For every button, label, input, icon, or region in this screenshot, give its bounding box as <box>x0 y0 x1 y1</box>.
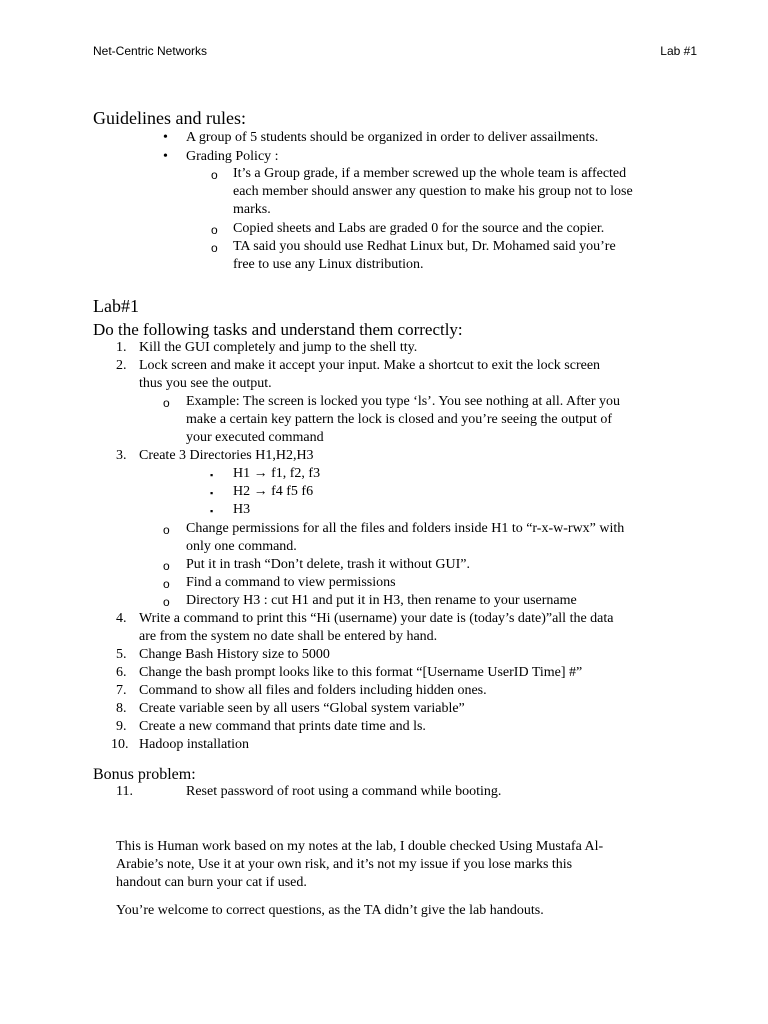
subtask-text: Change permissions for all the files and folders inside H1 to “r-x-w-rwx” with <box>186 521 625 536</box>
task-text: Command to show all files and folders including hidden ones. <box>139 683 487 698</box>
task-number: 6. <box>116 665 127 680</box>
lab-subtitle: Do the following tasks and understand them correctly: <box>93 320 463 339</box>
subtask-text: Put it in trash “Don’t delete, trash it without GUI”. <box>186 557 470 572</box>
grading-item: Copied sheets and Labs are graded 0 for the source and the copier. <box>233 221 605 236</box>
task-number: 4. <box>116 611 127 626</box>
task-text: Change the bash prompt looks like to this format “[Username UserID Time] #” <box>139 665 583 680</box>
grading-item: TA said you should use Redhat Linux but, Dr. Mohamed said you’re <box>233 239 616 254</box>
grading-item: marks. <box>233 202 271 217</box>
task-text: thus you see the output. <box>139 376 272 391</box>
task-text: Kill the GUI completely and jump to the shell tty. <box>139 340 418 355</box>
directory-item: H3 <box>233 502 251 517</box>
grading-item: free to use any Linux distribution. <box>233 257 424 272</box>
task-number: 8. <box>116 701 127 716</box>
square-marker: ▪ <box>210 506 214 516</box>
circle-marker: o <box>163 595 170 609</box>
note-text: handout can burn your cat if used. <box>116 875 307 890</box>
task-text: Create variable seen by all users “Global system variable” <box>139 701 465 716</box>
grading-item: It’s a Group grade, if a member screwed up the whole team is affected <box>233 166 627 181</box>
task-text: Lock screen and make it accept your input. Make a shortcut to exit the lock screen <box>139 358 601 373</box>
guidelines-heading: Guidelines and rules: <box>93 108 246 128</box>
task-number: 10. <box>111 737 129 752</box>
example-text: make a certain key pattern the lock is closed and you’re seeing the output of <box>186 412 613 427</box>
bonus-heading: Bonus problem: <box>93 766 196 783</box>
task-number: 2. <box>116 358 127 373</box>
note-text: You’re welcome to correct questions, as the TA didn’t give the lab handouts. <box>116 903 544 918</box>
note-text: Arabie’s note, Use it at your own risk, and it’s not my issue if you lose marks this <box>116 857 573 872</box>
lab-heading: Lab#1 <box>93 296 139 316</box>
subtask-text: only one command. <box>186 539 297 554</box>
directory-item: H1 → f1, f2, f3 <box>233 466 321 481</box>
task-text: Write a command to print this “Hi (username) your date is (today’s date)”all the data <box>139 611 614 626</box>
circle-marker: o <box>163 523 170 537</box>
guideline-item: A group of 5 students should be organized in order to deliver assailments. <box>186 130 599 145</box>
circle-marker: o <box>211 223 218 237</box>
guideline-item: Grading Policy : <box>186 149 279 164</box>
header-course-title: Net-Centric Networks <box>93 44 208 58</box>
example-text: your executed command <box>186 430 324 445</box>
square-marker: ▪ <box>210 470 214 480</box>
task-text: Reset password of root using a command while booting. <box>186 784 502 799</box>
circle-marker: o <box>211 168 218 182</box>
bullet-marker: • <box>163 149 168 164</box>
circle-marker: o <box>211 241 218 255</box>
square-marker: ▪ <box>210 488 214 498</box>
header-lab-number: Lab #1 <box>660 44 697 58</box>
task-text: are from the system no date shall be entered by hand. <box>139 629 438 644</box>
circle-marker: o <box>163 559 170 573</box>
grading-item: each member should answer any question to make his group not to lose <box>233 184 633 199</box>
task-text: Hadoop installation <box>139 737 250 752</box>
circle-marker: o <box>163 577 170 591</box>
task-text: Change Bash History size to 5000 <box>139 647 330 662</box>
task-number: 1. <box>116 340 127 355</box>
task-number: 7. <box>116 683 127 698</box>
task-text: Create a new command that prints date time and ls. <box>139 719 426 734</box>
task-number: 9. <box>116 719 127 734</box>
task-number: 3. <box>116 448 127 463</box>
directory-item: H2 → f4 f5 f6 <box>233 484 314 499</box>
task-number: 11. <box>116 784 133 799</box>
note-text: This is Human work based on my notes at the lab, I double checked Using Mustafa Al- <box>116 839 604 854</box>
task-number: 5. <box>116 647 127 662</box>
task-text: Create 3 Directories H1,H2,H3 <box>139 448 314 463</box>
bullet-marker: • <box>163 130 168 145</box>
circle-marker: o <box>163 396 170 410</box>
subtask-text: Directory H3 : cut H1 and put it in H3, then rename to your username <box>186 593 577 608</box>
subtask-text: Find a command to view permissions <box>186 575 396 590</box>
example-text: Example: The screen is locked you type ‘ls’. You see nothing at all. After you <box>186 394 621 409</box>
